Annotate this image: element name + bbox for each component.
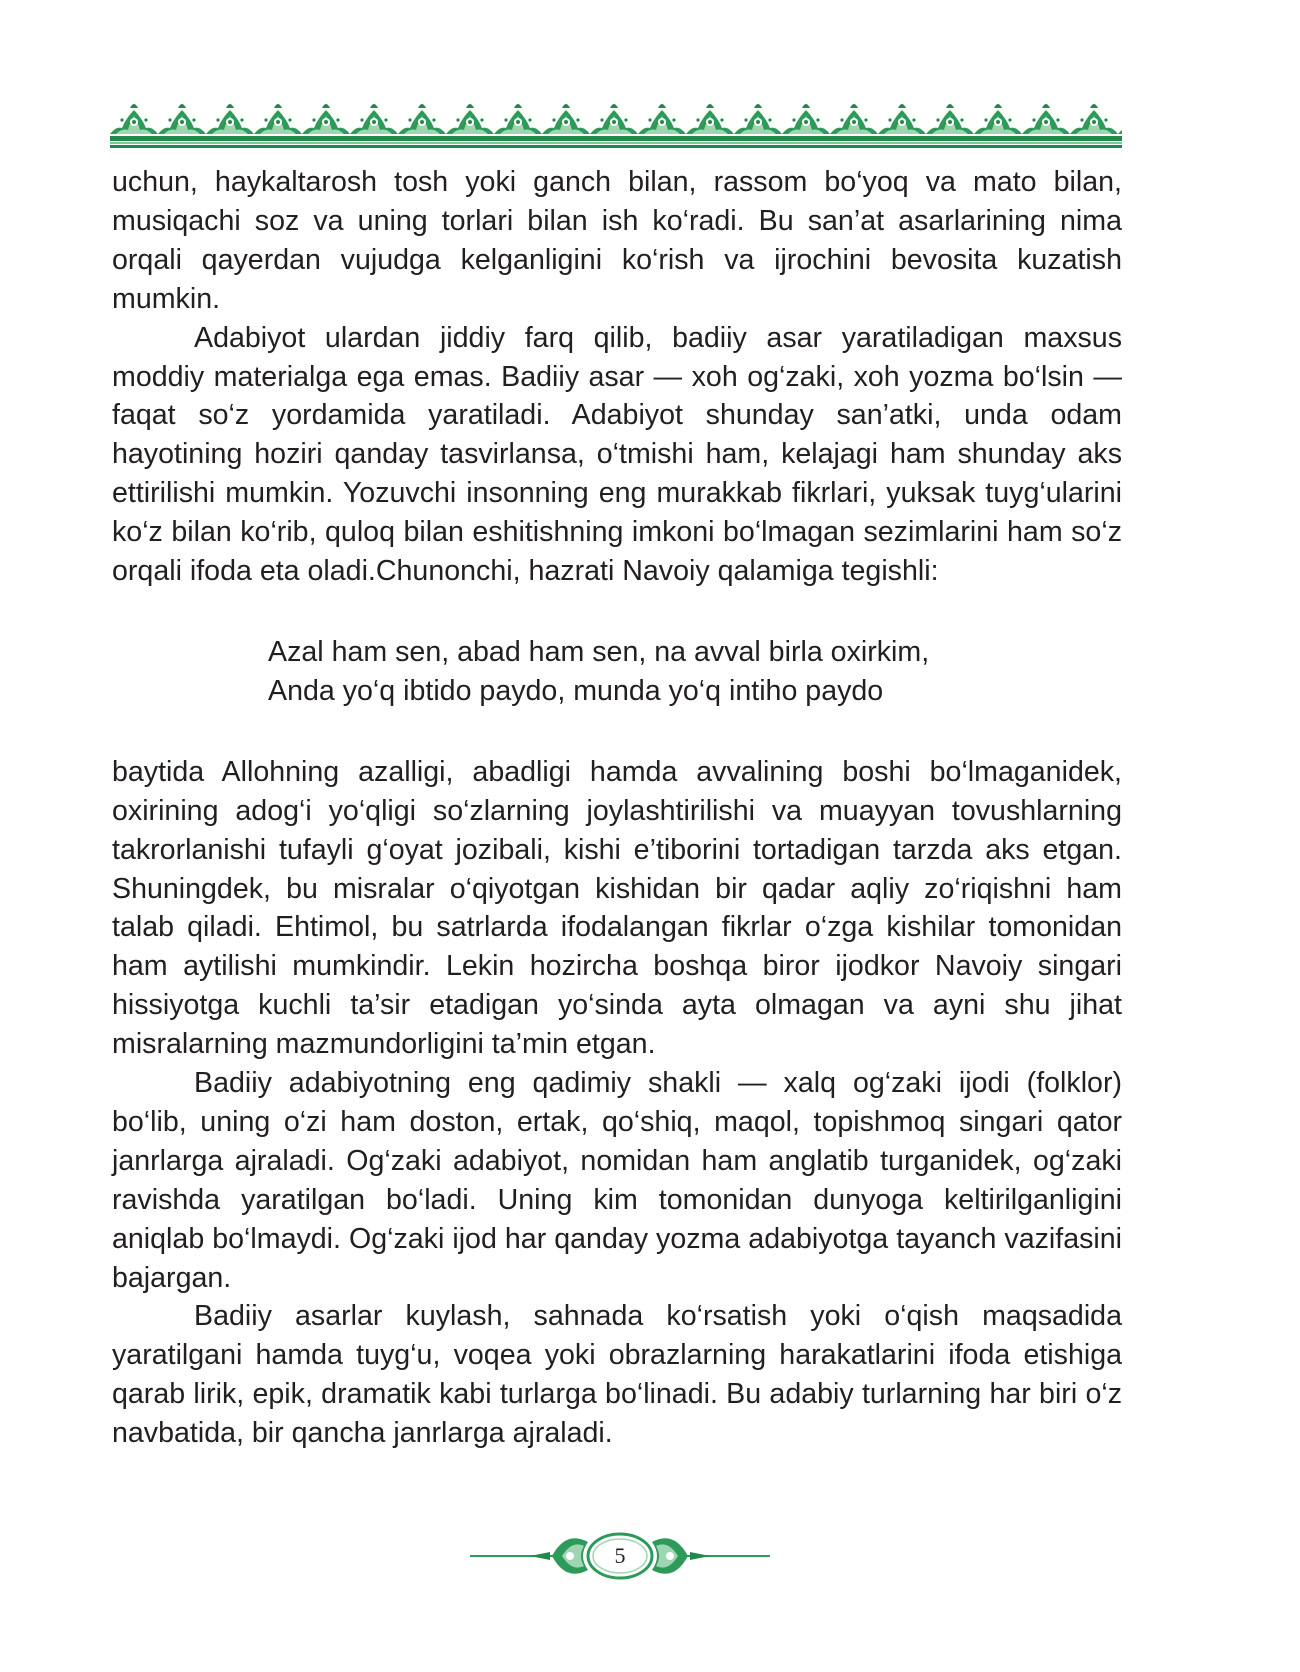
paragraph-3: baytida Allohning azalligi, abadligi hamda avvalining boshi bo‘lmaganidek, oxirining adog‘i yo‘qligi so‘zlarning joylashtirilishi va muayyan tovushlarning takrorlanishi tufayli g‘oyat jozibali, kishi e’tiborini tortadigan tarzda aks etgan. Shuningdek, bu misralar o‘qiyotgan kishidan bir qadar aqliy zo‘riqishni ham talab qiladi. Ehtimol, bu satrlarda ifodalangan fikrlar o‘zga kishilar tomonidan ham aytilishi mumkindir. Lekin hozircha boshqa biror ijodkor Navoiy singari hissiyotga kuchli ta’sir etadigan yo‘sinda ayta olmagan va ayni shu jihat misralarning mazmundorligini ta’min etgan. [112, 755, 1122, 1061]
verse-line-2: Anda yo‘q ibtido paydo, munda yo‘q intiho paydo [268, 674, 884, 707]
paragraph-4: Badiiy adabiyotning eng qadimiy shakli — xalq og‘zaki ijodi (folklor) bo‘lib, uning o‘zi ham doston, ertak, qo‘shiq, maqol, topishmoq singari qator janrlarga ajraladi. Og‘zaki adabiyot, nomidan ham anglatib turganidek, og‘zaki ravishda yaratilgan bo‘ladi. Uning kim tomonidan dunyoga keltirilganligini aniqlab bo‘lmaydi. Og‘zaki ijod har qanday yozma adabiyotga tayanch vazifasini bajargan. [112, 1067, 1122, 1294]
page-number: 5 [614, 1543, 626, 1568]
floral-border-icon [110, 100, 1122, 150]
verse-quote [268, 633, 1122, 711]
page-footer [470, 1522, 770, 1592]
verse-line-1: Azal ham sen, abad ham sen, na avval birla oxirkim, [268, 635, 930, 668]
paragraph-1: uchun, haykaltarosh tosh yoki ganch bilan, rassom bo‘yoq va mato bilan, musiqachi soz va uning torlari bilan ish ko‘radi. Bu san’at asarlarining nima orqali qayerdan vujudga kelganligini ko‘rish va ijrochini bevosita kuzatish mumkin. [112, 166, 1122, 315]
paragraph-2: Adabiyot ulardan jiddiy farq qilib, badiiy asar yaratiladigan maxsus moddiy materialga ega emas. Badiiy asar — xoh og‘zaki, xoh yozma bo‘lsin — faqat so‘z yordamida yaratiladi. Adabiyot shunday san’atki, unda odam hayotining hoziri qanday tasvirlansa, o‘tmishi ham, kelajagi ham shunday aks ettirilishi mumkin. Yozuvchi insonning eng murakkab fikrlari, yuksak tuyg‘ularini ko‘z bilan ko‘rib, quloq bilan eshitishning imkoni bo‘lmagan sezimlarini ham so‘z orqali ifoda eta oladi.Chunonchi, hazrati Navoiy qalamiga tegishli: [112, 321, 1122, 588]
page-body [112, 163, 1122, 1453]
paragraph-5: Badiiy asarlar kuylash, sahnada ko‘rsatish yoki o‘qish maqsadida yaratilgani hamda tuyg‘u, voqea yoki obrazlarning harakatlarini ifoda etishiga qarab lirik, epik, dramatik kabi turlarga bo‘linadi. Bu adabiy turlarning har biri o‘z navbatida, bir qancha janrlarga ajraladi. [112, 1300, 1122, 1450]
